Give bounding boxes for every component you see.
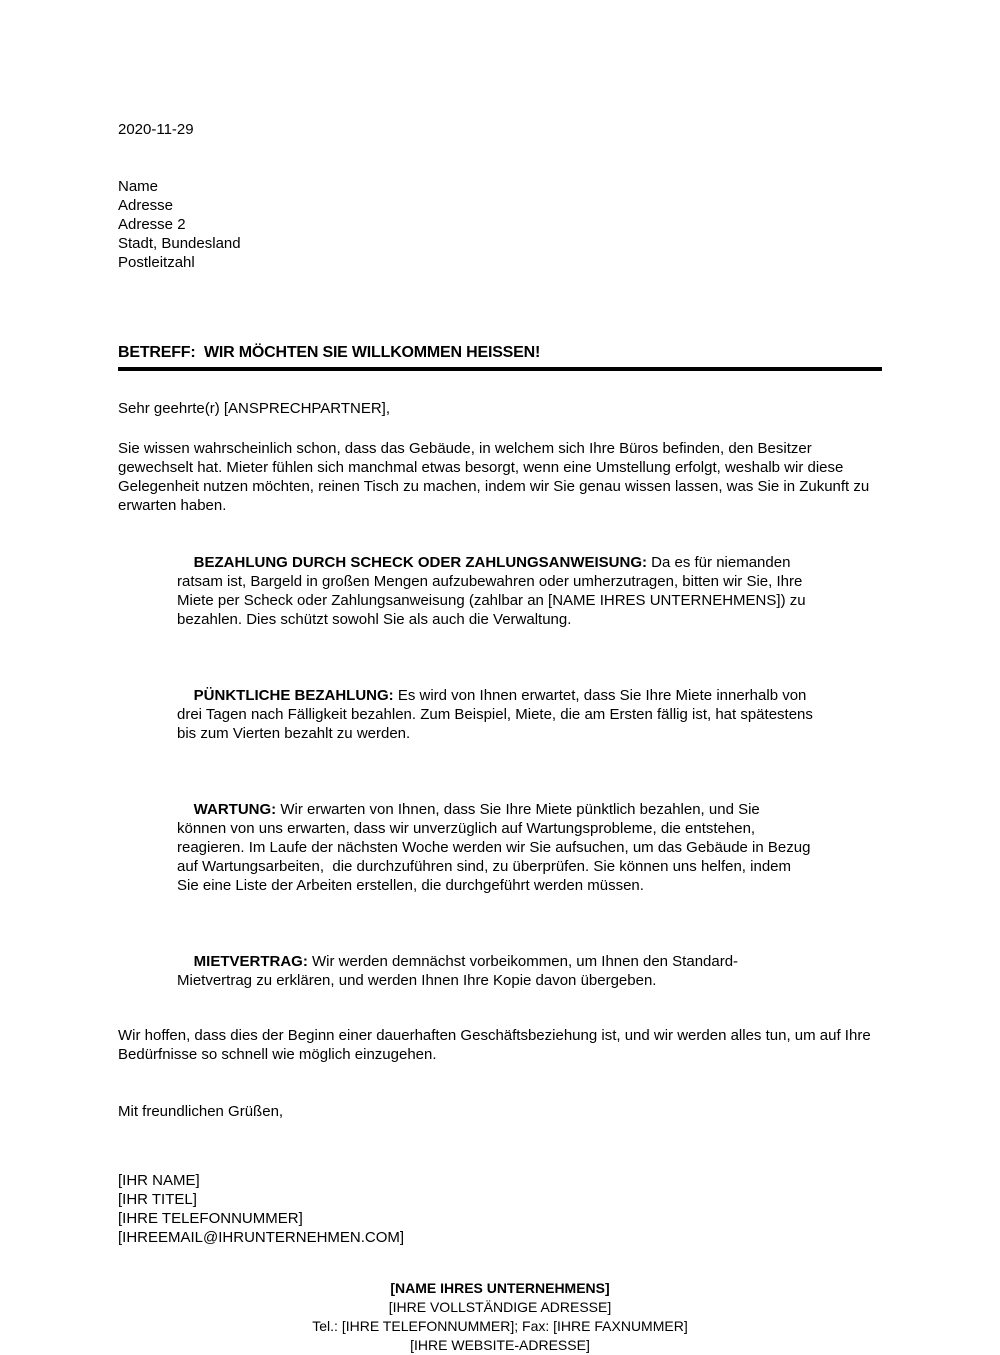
signature-email: [IHREEMAIL@IHRUNTERNEHMEN.COM]	[118, 1229, 405, 1246]
footer-company-name: [NAME IHRES UNTERNEHMENS]	[390, 1280, 610, 1296]
salutation: Sehr geehrte(r) [ANSPRECHPARTNER],	[118, 400, 391, 417]
footer-phone-fax: Tel.: [IHRE TELEFONNUMMER]; Fax: [IHRE FAXNUMMER]	[312, 1318, 688, 1334]
subject-heading: BETREFF: WIR MÖCHTEN SIE WILLKOMMEN HEISSEN!	[118, 344, 541, 361]
closing-paragraph: Wir hoffen, dass dies der Beginn einer dauerhaften Geschäftsbeziehung ist, und wir werden alles tun, um auf Ihre Bedürfnisse so schnell wie möglich einzugehen.	[118, 1027, 875, 1063]
section-lease-agreement	[177, 933, 813, 1009]
section-text: Da es für niemanden ratsam ist, Bargeld in großen Mengen aufzubewahren oder umherzutragen, bitten wir Sie, Ihre Miete per Scheck oder Zahlungsanweisung (zahlbar an [NAME IHRES UNTERNEHMENS]) zu bezahlen. Dies schützt sowohl Sie als auch die Verwaltung.	[177, 554, 810, 628]
signoff: Mit freundlichen Grüßen,	[118, 1103, 284, 1120]
signature-block	[118, 1171, 882, 1247]
section-maintenance	[177, 781, 813, 914]
section-label: BEZAHLUNG DURCH SCHECK ODER ZAHLUNGSANWEISUNG:	[193, 554, 647, 571]
recipient-line: Postleitzahl	[118, 254, 195, 271]
recipient-line: Name	[118, 178, 159, 195]
signature-title: [IHR TITEL]	[118, 1191, 197, 1208]
section-timely-payment	[177, 667, 818, 762]
section-text: Wir erwarten von Ihnen, dass Sie Ihre Miete pünktlich bezahlen, und Sie können von uns erwarten, dass wir unverzüglich auf Wartungsprobleme, die entstehen, reagieren. Im Laufe der nächsten Woche werden wir Sie aufsuchen, um das Gebäude in Bezug auf Wartungsarbeiten, die durchzuführen sind, zu überprüfen. Sie können uns helfen, indem Sie eine Liste der Arbeiten erstellen, die durchgeführt werden müssen.	[177, 801, 815, 894]
signature-phone: [IHRE TELEFONNUMMER]	[118, 1210, 303, 1227]
recipient-line: Adresse	[118, 197, 174, 214]
section-label: MIETVERTRAG:	[193, 953, 308, 970]
footer-website: [IHRE WEBSITE-ADRESSE]	[410, 1337, 590, 1353]
letter-date: 2020-11-29	[118, 121, 194, 138]
recipient-line: Stadt, Bundesland	[118, 235, 241, 252]
section-text: Wir werden demnächst vorbeikommen, um Ihnen den Standard-Mietvertrag zu erklären, und werden Ihnen Ihre Kopie davon übergeben.	[177, 953, 739, 989]
intro-paragraph: Sie wissen wahrscheinlich schon, dass das Gebäude, in welchem sich Ihre Büros befinden, den Besitzer gewechselt hat. Mieter fühlen sich manchmal etwas besorgt, wenn eine Umstellung erfolgt, weshalb wir diese Gelegenheit nutzen möchten, reinen Tisch zu machen, indem wir Sie genau wissen lassen, was Sie in Zukunft zu erwarten haben.	[118, 440, 874, 514]
recipient-address-block	[118, 177, 882, 272]
recipient-line: Adresse 2	[118, 216, 186, 233]
footer-address: [IHRE VOLLSTÄNDIGE ADRESSE]	[388, 1299, 612, 1315]
subject-block	[118, 342, 882, 371]
section-label: WARTUNG:	[193, 801, 277, 818]
company-footer	[118, 1279, 882, 1355]
signature-name: [IHR NAME]	[118, 1172, 200, 1189]
subject-divider-rule	[118, 367, 882, 371]
section-payment-method	[177, 534, 813, 648]
section-text: Es wird von Ihnen erwartet, dass Sie Ihre Miete innerhalb von drei Tagen nach Fälligkeit bezahlen. Zum Beispiel, Miete, die am Ersten fällig ist, hat spätestens bis zum Vierten bezahlt zu werden.	[177, 687, 818, 742]
section-label: PÜNKTLICHE BEZAHLUNG:	[193, 687, 394, 704]
